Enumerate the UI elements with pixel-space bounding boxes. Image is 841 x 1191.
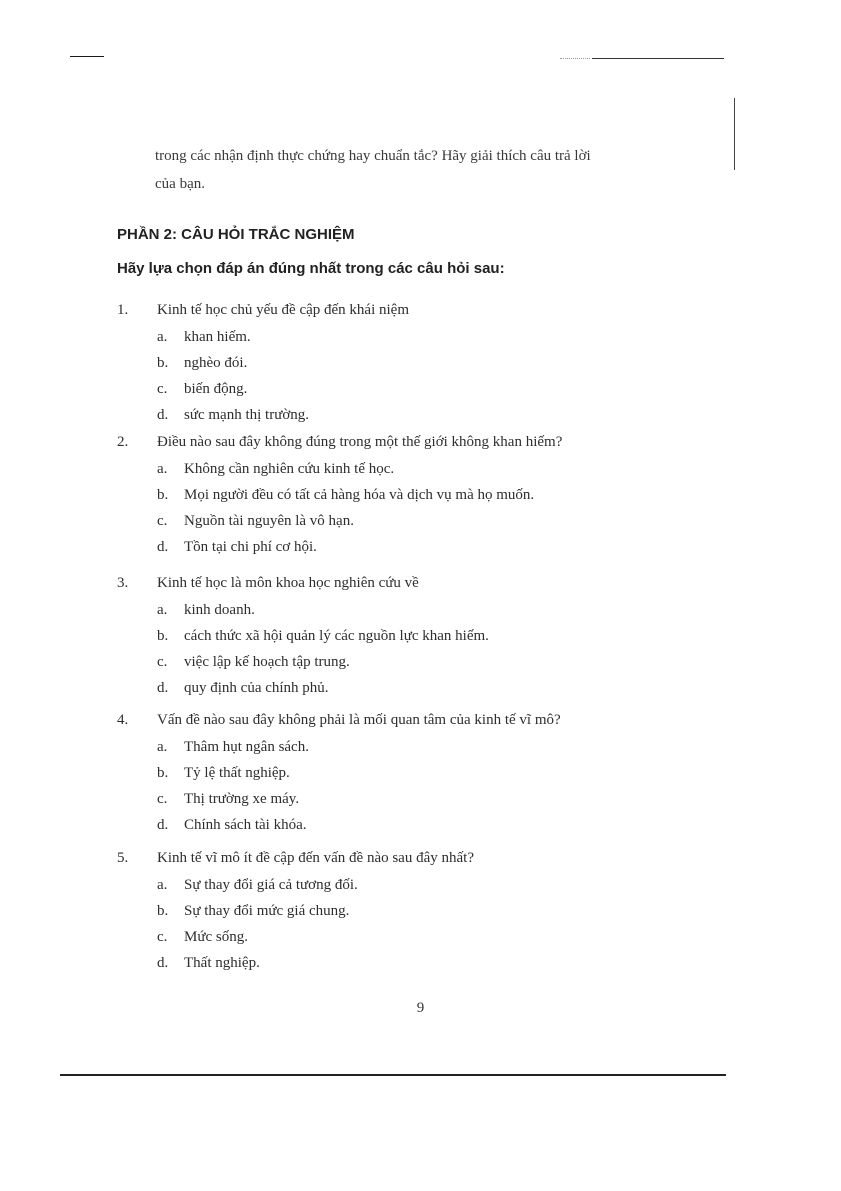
option-letter: c. bbox=[157, 791, 168, 807]
top-right-dotted-rule bbox=[560, 58, 590, 59]
option-letter: d. bbox=[157, 680, 169, 696]
question-stem bbox=[117, 429, 717, 456]
option-letter: a. bbox=[157, 329, 168, 345]
option-text: Mức sống. bbox=[184, 929, 248, 945]
option-letter: d. bbox=[157, 407, 169, 423]
question-text: Kinh tế vĩ mô ít đề cập đến vấn đề nào sau đây nhất? bbox=[157, 850, 474, 866]
option-letter: c. bbox=[157, 929, 168, 945]
option-letter: b. bbox=[157, 628, 169, 644]
option-text: Thất nghiệp. bbox=[184, 955, 260, 971]
option-text: sức mạnh thị trường. bbox=[184, 407, 310, 423]
option-b bbox=[117, 482, 717, 508]
intro-paragraph bbox=[155, 142, 715, 198]
option-letter: a. bbox=[157, 739, 168, 755]
question-1 bbox=[117, 297, 717, 428]
option-c bbox=[117, 786, 717, 812]
option-c bbox=[117, 924, 717, 950]
option-letter: c. bbox=[157, 513, 168, 529]
option-letter: d. bbox=[157, 539, 169, 555]
question-number: 2. bbox=[117, 434, 129, 450]
question-stem bbox=[117, 297, 717, 324]
question-2 bbox=[117, 429, 717, 560]
question-3 bbox=[117, 570, 717, 701]
option-a bbox=[117, 597, 717, 623]
top-right-rule bbox=[592, 58, 724, 59]
option-text: nghèo đói. bbox=[184, 355, 248, 371]
option-text: Sự thay đổi giá cả tương đối. bbox=[184, 877, 358, 893]
option-d bbox=[117, 950, 717, 976]
option-letter: d. bbox=[157, 955, 169, 971]
question-number: 3. bbox=[117, 575, 129, 591]
option-letter: b. bbox=[157, 903, 169, 919]
section-title: PHẦN 2: CÂU HỎI TRẮC NGHIỆM bbox=[117, 226, 355, 243]
option-c bbox=[117, 376, 717, 402]
question-stem bbox=[117, 570, 717, 597]
question-text: Kinh tế học chủ yếu đề cập đến khái niệm bbox=[157, 302, 409, 318]
option-text: Không cần nghiên cứu kinh tế học. bbox=[184, 461, 395, 477]
option-b bbox=[117, 350, 717, 376]
question-text: Kinh tế học là môn khoa học nghiên cứu về bbox=[157, 575, 419, 591]
option-a bbox=[117, 734, 717, 760]
option-b bbox=[117, 898, 717, 924]
option-c bbox=[117, 649, 717, 675]
option-text: biến động. bbox=[184, 381, 248, 397]
option-letter: b. bbox=[157, 487, 169, 503]
option-a bbox=[117, 872, 717, 898]
option-a bbox=[117, 324, 717, 350]
option-letter: c. bbox=[157, 381, 168, 397]
option-letter: b. bbox=[157, 765, 169, 781]
question-stem bbox=[117, 845, 717, 872]
option-letter: b. bbox=[157, 355, 169, 371]
question-number: 4. bbox=[117, 712, 129, 728]
option-b bbox=[117, 760, 717, 786]
intro-line-2: của bạn. bbox=[155, 176, 205, 192]
question-number: 1. bbox=[117, 302, 129, 318]
option-a bbox=[117, 456, 717, 482]
option-letter: a. bbox=[157, 877, 168, 893]
question-5 bbox=[117, 845, 717, 976]
option-text: quy định của chính phủ. bbox=[184, 680, 329, 696]
option-text: Nguồn tài nguyên là vô hạn. bbox=[184, 513, 354, 529]
option-letter: a. bbox=[157, 461, 168, 477]
option-text: Thâm hụt ngân sách. bbox=[184, 739, 309, 755]
right-margin-line bbox=[734, 98, 735, 170]
option-text: Mọi người đều có tất cả hàng hóa và dịch vụ mà họ muốn. bbox=[184, 487, 535, 503]
option-letter: a. bbox=[157, 602, 168, 618]
bottom-rule bbox=[60, 1074, 726, 1076]
option-text: việc lập kế hoạch tập trung. bbox=[184, 654, 350, 670]
instruction: Hãy lựa chọn đáp án đúng nhất trong các câu hỏi sau: bbox=[117, 260, 505, 277]
option-text: Sự thay đổi mức giá chung. bbox=[184, 903, 350, 919]
option-letter: c. bbox=[157, 654, 168, 670]
option-text: cách thức xã hội quản lý các nguồn lực khan hiếm. bbox=[184, 628, 489, 644]
option-b bbox=[117, 623, 717, 649]
option-text: kinh doanh. bbox=[184, 602, 255, 618]
option-text: Chính sách tài khóa. bbox=[184, 817, 307, 833]
top-left-rule bbox=[70, 56, 104, 57]
option-d bbox=[117, 402, 717, 428]
question-number: 5. bbox=[117, 850, 129, 866]
question-4 bbox=[117, 707, 717, 838]
question-stem bbox=[117, 707, 717, 734]
option-d bbox=[117, 812, 717, 838]
option-text: Tỷ lệ thất nghiệp. bbox=[184, 765, 290, 781]
option-text: khan hiếm. bbox=[184, 329, 251, 345]
question-text: Điều nào sau đây không đúng trong một thế giới không khan hiếm? bbox=[157, 434, 563, 450]
option-c bbox=[117, 508, 717, 534]
question-text: Vấn đề nào sau đây không phải là mối quan tâm của kinh tế vĩ mô? bbox=[157, 712, 561, 728]
option-d bbox=[117, 534, 717, 560]
option-text: Tồn tại chi phí cơ hội. bbox=[184, 539, 317, 555]
page-number: 9 bbox=[416, 1000, 425, 1016]
option-letter: d. bbox=[157, 817, 169, 833]
option-d bbox=[117, 675, 717, 701]
intro-line-1: trong các nhận định thực chứng hay chuẩn tắc? Hãy giải thích câu trả lời bbox=[155, 148, 591, 164]
option-text: Thị trường xe máy. bbox=[184, 791, 300, 807]
